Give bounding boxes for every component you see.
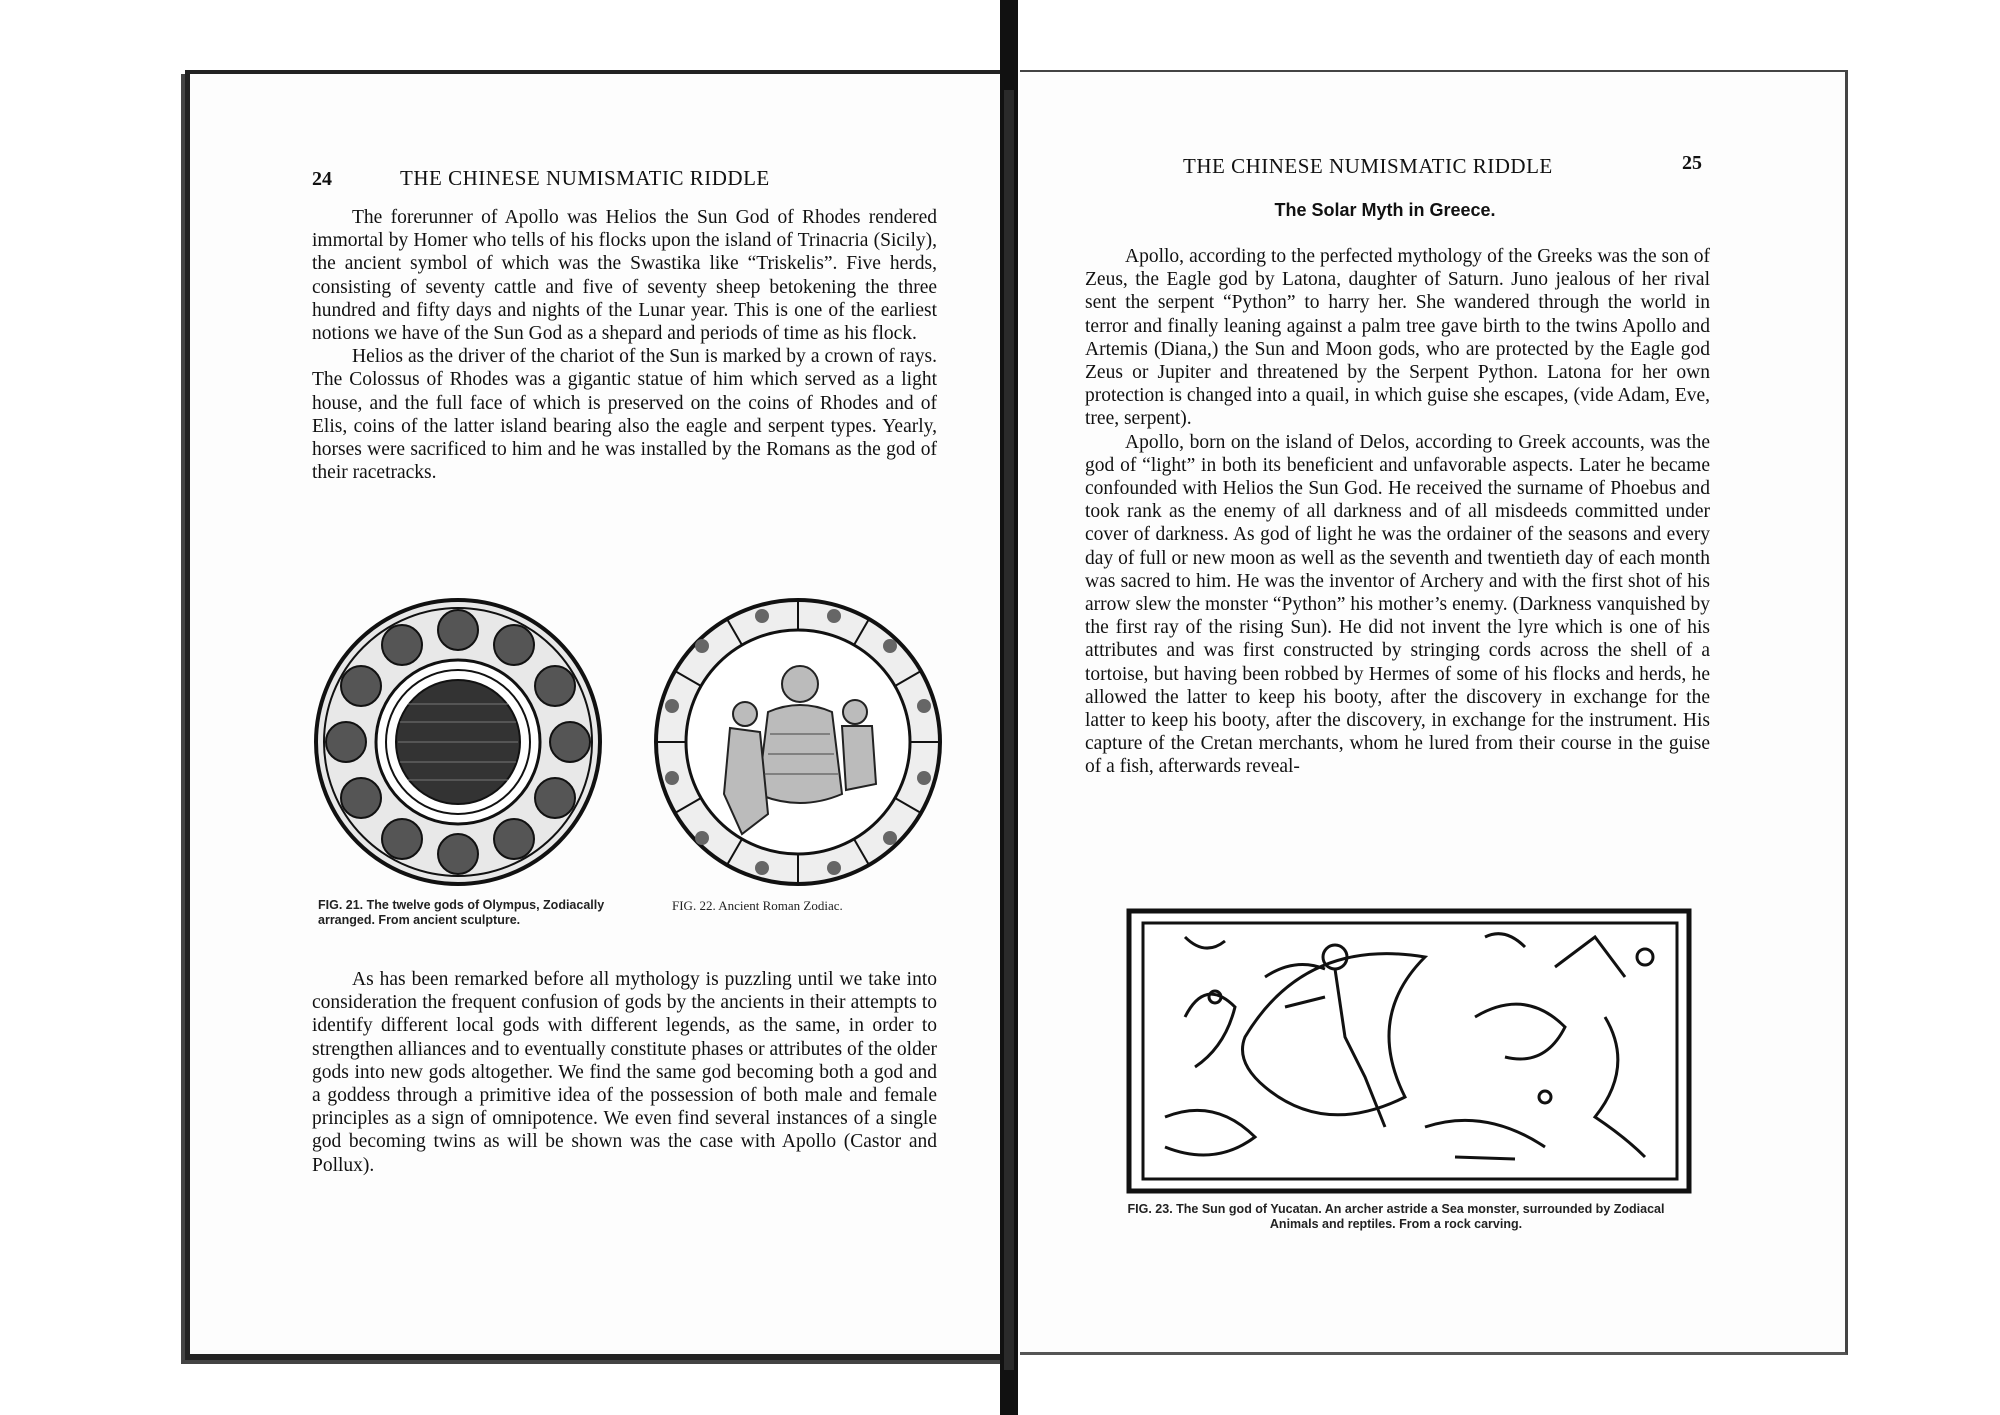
paragraph: As has been remarked before all mythology is puzzling until we take into consideration the frequent confusion of gods by the ancients in their attempts to identify different local gods with different legends, as the same, in order to strengthen alliances and to eventually constitute phases or attributes of the older gods into new gods altogether. We find the same god becoming both a god and a goddess through a primitive idea of the possession of both male and female principles as a sign of omnipotence. We even find several instances of a single god becoming twins as will be shown was the case with Apollo (Castor and Pollux). (312, 969, 937, 1176)
paragraph: Helios as the driver of the chariot of the Sun is marked by a crown of rays. The Colossus of Rhodes was a gigantic statue of him which served as a light house, and the full face of which is preserved on the coins of Rhodes and of Elis, coins of the latter island bearing also the eagle and serpent types. Yearly, horses were sacrificed to him and he was installed by the Romans as the god of their racetracks. (312, 346, 937, 484)
paragraph: Apollo, according to the perfected mythology of the Greeks was the son of Zeus, the Eagle god by Latona, daughter of Saturn. Juno jealous of her rival sent the serpent “Python” to harry her. She wandered through the world in terror and finally leaning against a palm tree gave birth to the twins Apollo and Artemis (Diana,) the Sun and Moon gods, who are protected by the Eagle god Zeus or Jupiter and threatened by the Serpent Python. Latona for her own protection is changed into a quail, in which guise she escapes, (vide Adam, Eve, tree, serpent). (1085, 246, 1710, 430)
fig22-caption: FIG. 22. Ancient Roman Zodiac. (672, 898, 843, 913)
running-head-left: THE CHINESE NUMISMATIC RIDDLE (400, 166, 770, 190)
left-body-lower (312, 968, 937, 1177)
left-body-upper (312, 206, 937, 484)
running-head-right: THE CHINESE NUMISMATIC RIDDLE (1183, 154, 1553, 178)
fig21-caption: FIG. 21. The twelve gods of Olympus, Zodiacally arranged. From ancient sculpture. (318, 898, 605, 927)
paragraph: The forerunner of Apollo was Helios the Sun God of Rhodes rendered immortal by Homer who tells of his flocks upon the island of Trinacria (Sicily), the ancient symbol of which was the Swastika like “Triskelis”. Five herds, consisting of seventy cattle and five of seventy sheep betokening the three hundred and fifty days and nights of the Lunar year. This is one of the earliest notions we have of the Sun God as a shepard and periods of time as his flock. (312, 207, 937, 345)
book-gutter (1004, 90, 1014, 1370)
page-number-right: 25 (1682, 152, 1702, 174)
paragraph: Apollo, born on the island of Delos, according to Greek accounts, was the god of “light” in both its beneficient and unfavorable aspects. Later he became confounded with Helios the Sun God. He received the surname of Phoebus and took rank as the enemy of all darkness and of all misdeeds committed under cover of darkness. As god of light he was the ordainer of the seasons and every day of full or new moon as well as the seventh and twentieth day of each month was sacred to him. He was the inventor of Archery and with the first shot of his arrow slew the monster “Python” his mother’s enemy. (Darkness vanquished by the first ray of the rising Sun). He did not invent the lyre which is one of his attributes and was first constructed by stringing cords across the shell of a tortoise, but having been robbed by Hermes of some of his flocks and herds, he allowed the latter to keep his booty, after the discovery in exchange for the latter to keep his booty, after the discovery, in exchange for the instrument. His capture of the Cretan merchants, whom he lured from their course in the guise of a fish, afterwards reveal- (1085, 431, 1710, 778)
right-body (1085, 245, 1710, 779)
fig21-twelve-gods-image (308, 592, 608, 892)
fig23-caption: FIG. 23. The Sun god of Yucatan. An archer astride a Sea monster, surrounded by Zodiacal Animals and reptiles. From a rock carving. (1127, 1202, 1665, 1231)
page-number-left: 24 (312, 168, 332, 190)
section-title: The Solar Myth in Greece. (1274, 200, 1496, 220)
fig23-sun-god-yucatan-image (1125, 897, 1695, 1195)
fig22-roman-zodiac-image (650, 594, 946, 890)
